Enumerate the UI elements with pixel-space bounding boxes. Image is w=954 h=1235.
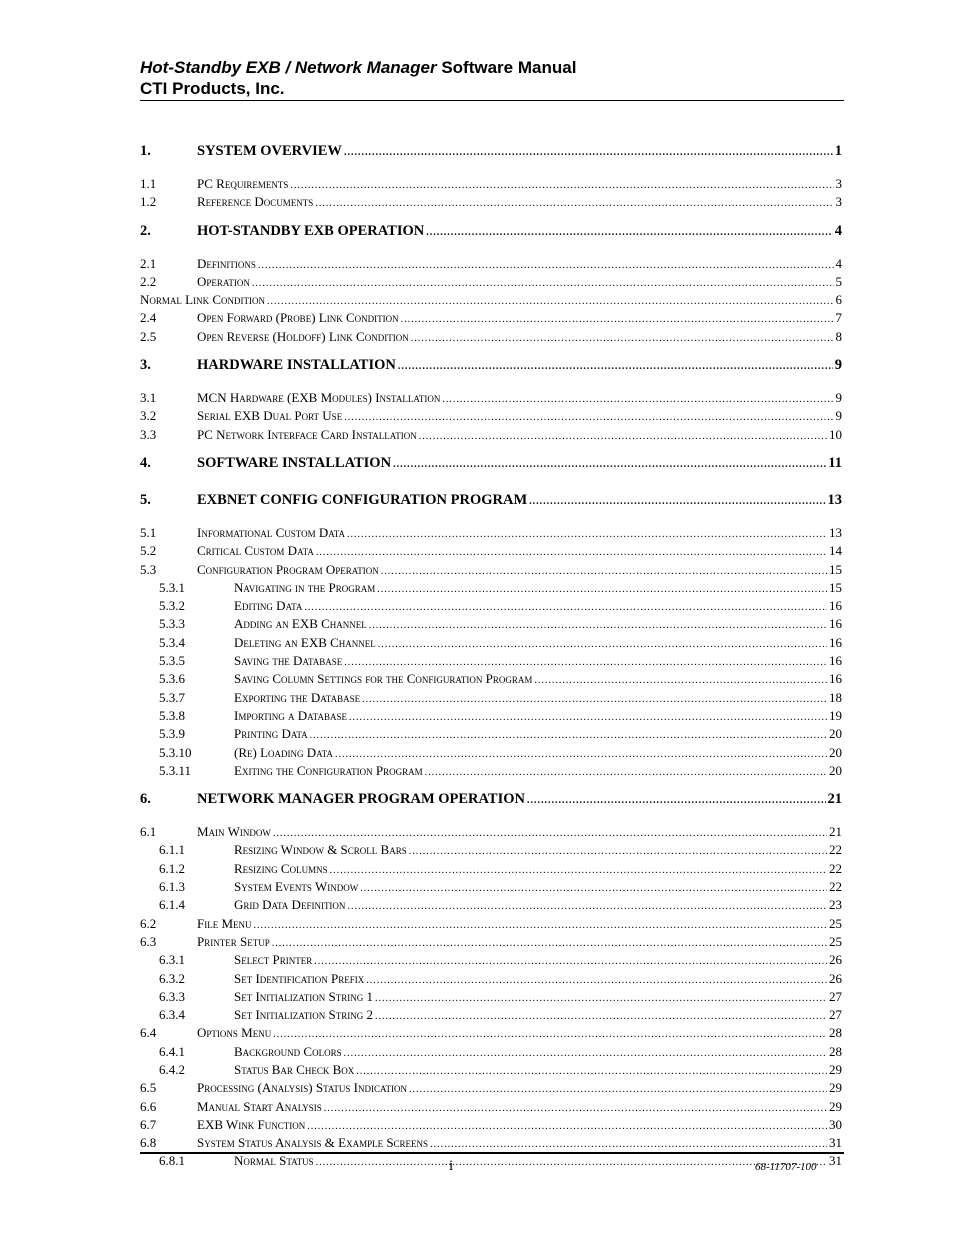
toc-entry-page: 28	[829, 1025, 842, 1041]
toc-entry-title: Serial EXB Dual Port Use	[197, 408, 343, 424]
toc-entry-number: 3.	[140, 357, 151, 374]
toc-entry-title: Background Colors	[234, 1043, 342, 1059]
toc-entry-title: PC Network Interface Card Installation	[197, 426, 417, 442]
toc-entry-number: 1.2	[140, 194, 157, 210]
toc-entry-number: 6.7	[140, 1116, 157, 1132]
toc-entry-title: Exiting the Configuration Program	[234, 762, 423, 778]
toc-entry-title: Importing a Database	[234, 707, 347, 723]
toc-entry-title: Reference Documents	[197, 194, 314, 210]
toc-entry-title: HOT-STANDBY EXB OPERATION	[197, 222, 425, 239]
toc-entry-page: 16	[829, 598, 842, 614]
page-number: i	[449, 1158, 454, 1174]
toc-entry-title: Definitions	[197, 255, 256, 271]
toc-dot-leader	[366, 975, 827, 986]
toc-dot-leader	[398, 361, 833, 372]
toc-dot-leader	[304, 602, 827, 613]
toc-entry-number: 5.3.9	[159, 726, 185, 742]
toc-entry-page: 21	[827, 791, 842, 808]
toc-entry[interactable]	[140, 390, 842, 408]
toc-entry-number: 5.3	[140, 561, 157, 577]
toc-dot-leader	[426, 227, 833, 238]
toc-entry[interactable]	[140, 492, 842, 519]
document-header	[140, 57, 844, 99]
table-of-contents	[140, 143, 842, 1172]
toc-entry-page: 8	[835, 328, 842, 344]
toc-entry-number: 6.3	[140, 933, 157, 949]
toc-entry-title: Resizing Window & Scroll Bars	[234, 842, 407, 858]
toc-entry-title: Deleting an EXB Channel	[234, 634, 376, 650]
toc-entry-number: 3.1	[140, 390, 157, 406]
toc-entry[interactable]	[140, 1135, 842, 1153]
toc-entry-title: MCN Hardware (EXB Modules) Installation	[197, 390, 441, 406]
toc-entry-page: 31	[829, 1153, 842, 1169]
toc-dot-leader	[252, 278, 834, 289]
toc-entry[interactable]	[140, 989, 842, 1007]
toc-dot-leader	[347, 901, 827, 912]
toc-entry-page: 4	[834, 222, 842, 239]
toc-entry[interactable]	[140, 562, 842, 580]
toc-entry-page: 22	[829, 860, 842, 876]
toc-dot-leader	[369, 620, 827, 631]
toc-entry-page: 3	[835, 176, 842, 191]
toc-entry-page: 7	[835, 310, 842, 326]
toc-entry[interactable]	[140, 580, 842, 598]
toc-entry-number: 6.5	[140, 1080, 157, 1096]
toc-entry-title: Set Initialization String 2	[234, 1007, 374, 1023]
toc-entry-title: Manual Start Analysis	[197, 1098, 322, 1114]
toc-entry-title: Operation	[197, 273, 250, 289]
toc-entry[interactable]	[140, 525, 842, 543]
toc-entry-number: 4.	[140, 454, 151, 471]
toc-entry-page: 21	[829, 824, 842, 840]
toc-dot-leader	[344, 657, 827, 668]
toc-dot-leader	[344, 1048, 827, 1059]
toc-entry-page: 9	[835, 408, 842, 424]
toc-entry-number: 6.3.2	[159, 970, 185, 986]
toc-entry-page: 19	[829, 707, 842, 723]
toc-dot-leader	[330, 865, 827, 876]
toc-entry[interactable]	[140, 1080, 842, 1098]
toc-dot-leader	[411, 333, 834, 344]
toc-entry[interactable]	[140, 310, 842, 328]
toc-entry[interactable]	[140, 1117, 842, 1135]
toc-entry-title: NETWORK MANAGER PROGRAM OPERATION	[197, 791, 525, 808]
toc-dot-leader	[419, 431, 827, 442]
toc-entry-title: Grid Data Definition	[234, 897, 346, 913]
toc-entry-number: 6.3.1	[159, 952, 185, 968]
toc-dot-leader	[347, 529, 827, 540]
toc-entry[interactable]	[140, 292, 842, 310]
toc-entry-title: HARDWARE INSTALLATION	[197, 357, 396, 374]
toc-entry-title: PC Requirements	[197, 176, 289, 191]
toc-entry-page: 14	[829, 543, 842, 559]
toc-entry[interactable]	[140, 653, 842, 671]
toc-entry[interactable]	[140, 455, 842, 482]
toc-entry-title: EXBNET CONFIG CONFIGURATION PROGRAM	[197, 491, 528, 508]
toc-entry[interactable]	[140, 842, 842, 860]
toc-dot-leader	[378, 639, 827, 650]
toc-entry[interactable]	[140, 861, 842, 879]
toc-entry-number: 5.1	[140, 524, 157, 540]
toc-dot-leader	[316, 1157, 827, 1168]
toc-entry-number: 2.4	[140, 310, 157, 326]
toc-entry[interactable]	[140, 1007, 842, 1025]
toc-entry-page: 29	[829, 1061, 842, 1077]
toc-dot-leader	[335, 749, 827, 760]
toc-dot-leader	[377, 584, 827, 595]
toc-entry-number: 6.4	[140, 1025, 157, 1041]
toc-entry-page: 30	[829, 1116, 842, 1132]
toc-entry-number: 6.1.2	[159, 860, 185, 876]
toc-entry[interactable]	[140, 879, 842, 897]
toc-dot-leader	[344, 412, 833, 423]
toc-entry[interactable]	[140, 223, 842, 250]
toc-dot-leader	[324, 1103, 827, 1114]
toc-entry-title: Set Initialization String 1	[234, 988, 374, 1004]
toc-dot-leader	[349, 712, 827, 723]
toc-entry-page: 26	[829, 970, 842, 986]
toc-entry-number: 6.3.4	[159, 1007, 185, 1023]
toc-entry-page: 27	[829, 988, 842, 1004]
toc-entry-title: Printer Setup	[197, 933, 270, 949]
toc-entry-number: 6.1	[140, 824, 157, 840]
toc-entry-title: Open Forward (Probe) Link Condition	[197, 310, 399, 326]
toc-entry[interactable]	[140, 616, 842, 634]
toc-entry[interactable]	[140, 194, 842, 212]
toc-entry[interactable]	[140, 1044, 842, 1062]
toc-entry[interactable]	[140, 598, 842, 616]
toc-entry[interactable]	[140, 897, 842, 915]
toc-entry-page: 26	[829, 952, 842, 968]
toc-entry[interactable]	[140, 408, 842, 426]
toc-entry[interactable]	[140, 143, 842, 170]
toc-entry-number: 5.3.4	[159, 634, 185, 650]
toc-entry-page: 5	[835, 273, 842, 289]
toc-dot-leader	[381, 566, 827, 577]
toc-entry-page: 10	[829, 426, 842, 442]
toc-dot-leader	[307, 1121, 827, 1132]
toc-dot-leader	[290, 180, 833, 191]
toc-entry-page: 16	[829, 616, 842, 632]
toc-entry-number: 5.3.8	[159, 707, 185, 723]
toc-dot-leader	[425, 767, 827, 778]
toc-entry-title: Normal Link Condition	[140, 292, 265, 308]
toc-entry-title: File Menu	[197, 915, 252, 931]
toc-entry-title: Printing Data	[234, 726, 308, 742]
toc-entry[interactable]	[140, 256, 842, 274]
toc-entry-page: 27	[829, 1007, 842, 1023]
toc-dot-leader	[409, 846, 827, 857]
toc-entry[interactable]	[140, 690, 842, 708]
toc-entry-number: 5.2	[140, 543, 157, 559]
toc-entry-title: (Re) Loading Data	[234, 744, 333, 760]
document-number: 68-11707-100	[755, 1161, 817, 1173]
toc-entry[interactable]	[140, 916, 842, 934]
toc-entry-title: Processing (Analysis) Status Indication	[197, 1080, 407, 1096]
toc-entry-page: 23	[829, 897, 842, 913]
toc-entry-page: 22	[829, 842, 842, 858]
toc-entry-title: Editing Data	[234, 598, 303, 614]
toc-entry[interactable]	[140, 329, 842, 347]
toc-entry-number: 6.1.1	[159, 842, 185, 858]
toc-entry-number: 2.2	[140, 273, 157, 289]
toc-entry-title: Open Reverse (Holdoff) Link Condition	[197, 328, 409, 344]
toc-dot-leader	[267, 296, 834, 307]
toc-entry[interactable]	[140, 708, 842, 726]
toc-dot-leader	[315, 198, 833, 209]
toc-entry-page: 15	[829, 561, 842, 577]
toc-entry-page: 20	[829, 744, 842, 760]
toc-entry[interactable]	[140, 791, 842, 818]
toc-entry[interactable]	[140, 934, 842, 952]
toc-dot-leader	[258, 260, 834, 271]
toc-entry[interactable]	[140, 671, 842, 689]
toc-dot-leader	[344, 147, 833, 158]
toc-entry[interactable]	[140, 824, 842, 842]
toc-entry-page: 13	[829, 524, 842, 540]
toc-dot-leader	[375, 1011, 827, 1022]
toc-entry-number: 3.2	[140, 408, 157, 424]
toc-entry-page: 25	[829, 915, 842, 931]
toc-entry-page: 16	[829, 653, 842, 669]
toc-entry-title: Main Window	[197, 824, 271, 840]
toc-entry-page: 13	[827, 491, 842, 508]
toc-entry-page: 31	[829, 1135, 842, 1151]
toc-entry-title: Resizing Columns	[234, 860, 328, 876]
toc-entry-number: 1.1	[140, 176, 157, 191]
toc-entry-number: 5.3.10	[159, 744, 192, 760]
toc-entry-number: 6.4.2	[159, 1061, 185, 1077]
toc-entry-number: 6.	[140, 791, 151, 808]
toc-entry[interactable]	[140, 971, 842, 989]
toc-entry-number: 6.3.3	[159, 988, 185, 1004]
toc-entry-number: 5.3.11	[159, 762, 192, 778]
toc-entry-title: Critical Custom Data	[197, 543, 314, 559]
toc-entry-title: Saving Column Settings for the Configuration Program	[234, 671, 533, 687]
toc-entry-title: System Status Analysis & Example Screens	[197, 1135, 429, 1151]
toc-entry-number: 5.3.2	[159, 598, 185, 614]
toc-entry-title: Adding an EXB Channel	[234, 616, 367, 632]
toc-entry-number: 6.4.1	[159, 1043, 185, 1059]
toc-entry-number: 2.5	[140, 328, 157, 344]
footer-divider	[140, 1152, 844, 1154]
toc-entry[interactable]	[140, 1025, 842, 1043]
company-name: CTI Products, Inc.	[140, 79, 285, 98]
toc-entry-number: 5.3.1	[159, 579, 185, 595]
toc-entry[interactable]	[140, 176, 842, 194]
toc-entry-page: 18	[829, 689, 842, 705]
toc-entry[interactable]	[140, 952, 842, 970]
toc-entry-number: 1.	[140, 143, 151, 159]
toc-entry-number: 6.6	[140, 1098, 157, 1114]
toc-dot-leader	[430, 1139, 827, 1150]
toc-dot-leader	[393, 459, 826, 470]
toc-entry-number: 2.1	[140, 255, 157, 271]
toc-dot-leader	[273, 828, 827, 839]
toc-entry-page: 6	[835, 292, 842, 308]
toc-dot-leader	[527, 795, 826, 806]
toc-dot-leader	[362, 694, 827, 705]
toc-entry-title: Navigating in the Program	[234, 579, 376, 595]
toc-entry-number: 6.1.3	[159, 879, 185, 895]
toc-entry-title: SYSTEM OVERVIEW	[197, 143, 342, 159]
toc-entry-title: EXB Wink Function	[197, 1116, 306, 1132]
header-divider	[140, 100, 844, 101]
toc-entry-number: 6.8	[140, 1135, 157, 1151]
toc-entry-title: Saving the Database	[234, 653, 343, 669]
toc-dot-leader	[316, 547, 827, 558]
toc-entry[interactable]	[140, 427, 842, 445]
toc-dot-leader	[375, 993, 827, 1004]
toc-entry[interactable]	[140, 357, 842, 384]
toc-dot-leader	[534, 675, 827, 686]
toc-entry-page: 28	[829, 1043, 842, 1059]
toc-entry-page: 1	[834, 143, 842, 159]
toc-entry-page: 29	[829, 1080, 842, 1096]
toc-entry[interactable]	[140, 635, 842, 653]
toc-entry[interactable]	[140, 543, 842, 561]
toc-entry-number: 6.8.1	[159, 1153, 185, 1169]
toc-entry-number: 3.3	[140, 426, 157, 442]
toc-entry-number: 5.3.5	[159, 653, 185, 669]
toc-entry[interactable]	[140, 745, 842, 763]
toc-dot-leader	[310, 730, 827, 741]
toc-entry-number: 5.3.7	[159, 689, 185, 705]
toc-entry-number: 5.	[140, 491, 151, 508]
toc-entry-title: SOFTWARE INSTALLATION	[197, 454, 392, 471]
toc-entry-page: 29	[829, 1098, 842, 1114]
toc-dot-leader	[442, 394, 833, 405]
toc-entry-number: 2.	[140, 222, 151, 239]
toc-dot-leader	[314, 956, 827, 967]
toc-entry-page: 4	[835, 255, 842, 271]
toc-entry-page: 25	[829, 933, 842, 949]
toc-entry-page: 9	[835, 390, 842, 406]
toc-dot-leader	[401, 314, 834, 325]
toc-dot-leader	[360, 883, 827, 894]
toc-entry-page: 3	[835, 194, 842, 210]
toc-entry-title: Select Printer	[234, 952, 313, 968]
toc-entry-page: 11	[828, 454, 842, 471]
toc-entry[interactable]	[140, 1062, 842, 1080]
toc-dot-leader	[254, 920, 827, 931]
toc-entry-title: Exporting the Database	[234, 689, 361, 705]
toc-dot-leader	[529, 496, 825, 507]
toc-entry-page: 22	[829, 879, 842, 895]
toc-entry-title: Configuration Program Operation	[197, 561, 379, 577]
toc-entry[interactable]	[140, 1153, 842, 1171]
toc-entry-title: Options Menu	[197, 1025, 272, 1041]
toc-entry[interactable]	[140, 1099, 842, 1117]
toc-dot-leader	[273, 1029, 827, 1040]
toc-entry[interactable]	[140, 274, 842, 292]
toc-entry-title: Informational Custom Data	[197, 524, 346, 540]
toc-entry-page: 9	[834, 357, 842, 374]
toc-entry-title: Set Identification Prefix	[234, 970, 365, 986]
toc-entry-number: 6.1.4	[159, 897, 185, 913]
toc-dot-leader	[409, 1084, 827, 1095]
toc-dot-leader	[272, 938, 827, 949]
toc-dot-leader	[356, 1066, 827, 1077]
toc-entry[interactable]	[140, 726, 842, 744]
toc-entry-title: Status Bar Check Box	[234, 1061, 355, 1077]
toc-entry-title: Normal Status	[234, 1153, 314, 1169]
toc-entry-number: 5.3.6	[159, 671, 185, 687]
toc-entry-page: 15	[829, 579, 842, 595]
toc-entry-page: 20	[829, 726, 842, 742]
toc-entry-page: 20	[829, 762, 842, 778]
toc-entry-number: 5.3.3	[159, 616, 185, 632]
manual-title: Hot-Standby EXB / Network Manager Software Manual	[140, 58, 577, 77]
toc-entry-page: 16	[829, 634, 842, 650]
toc-entry-title: System Events Window	[234, 879, 359, 895]
toc-entry-number: 6.2	[140, 915, 157, 931]
toc-entry[interactable]	[140, 763, 842, 781]
toc-entry-page: 16	[829, 671, 842, 687]
